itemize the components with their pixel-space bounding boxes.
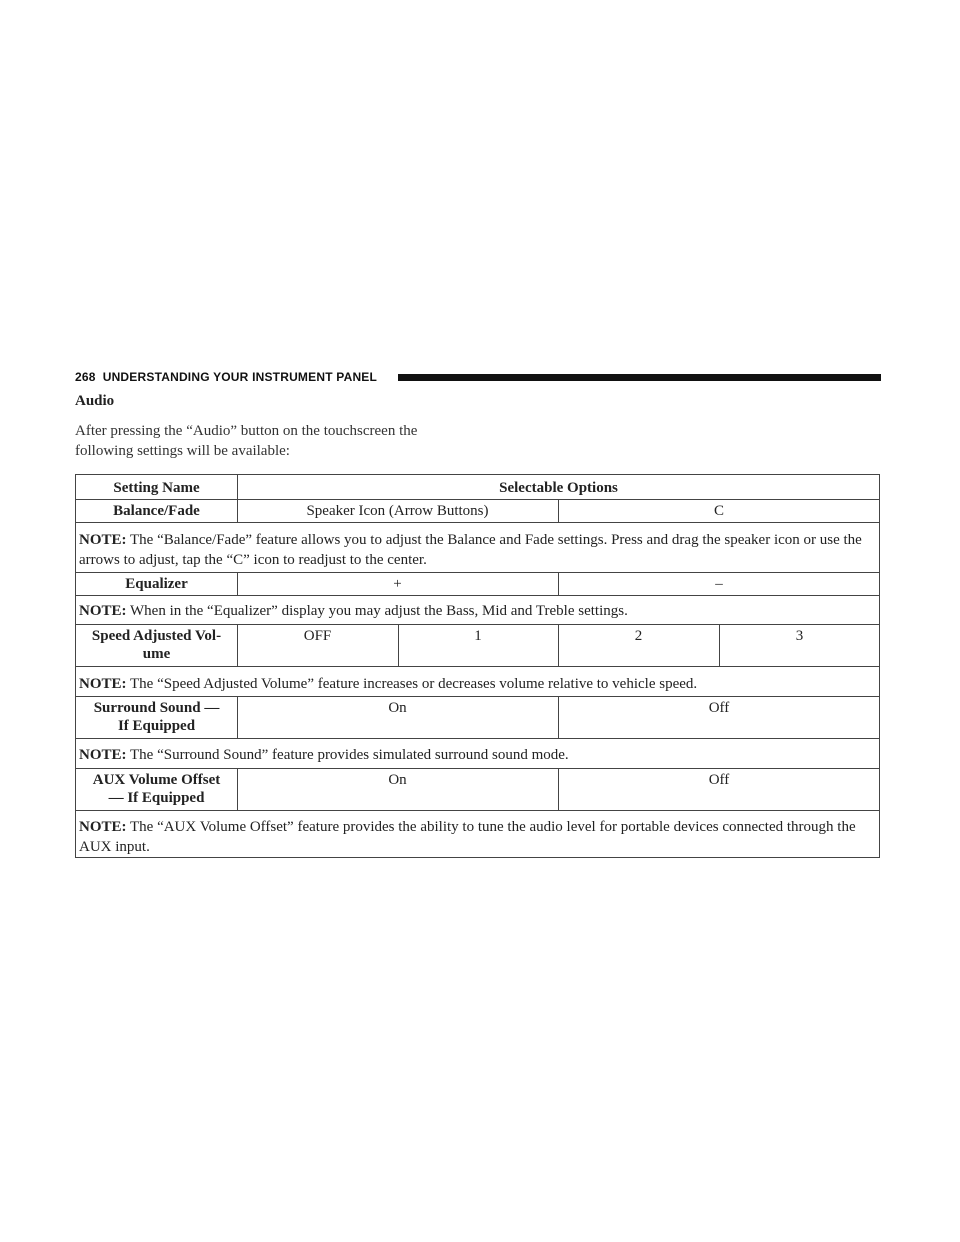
intro-line-1: After pressing the “Audio” button on the touchscreen the <box>75 423 418 439</box>
row-divider <box>76 666 879 667</box>
note-label: NOTE: <box>79 532 127 548</box>
intro-line-2: following settings will be available: <box>75 443 290 459</box>
header-rule <box>398 374 881 381</box>
row-divider <box>76 499 879 500</box>
setting-name-line-1: AUX Volume Offset <box>92 772 221 788</box>
note-text <box>79 745 867 765</box>
note-text <box>79 601 867 621</box>
setting-name-line-2: — If Equipped <box>108 790 205 806</box>
setting-name-line-1: Speed Adjusted Vol- <box>91 628 222 644</box>
note-label: NOTE: <box>79 676 127 692</box>
intro-paragraph <box>75 421 485 461</box>
option-value: On <box>388 700 407 716</box>
running-header <box>75 370 881 386</box>
option-value: Speaker Icon (Arrow Buttons) <box>306 503 489 519</box>
setting-name <box>76 699 237 735</box>
option-value: 3 <box>795 628 804 644</box>
setting-name-line-2: ume <box>142 646 171 662</box>
setting-name-line-1: Surround Sound — <box>93 700 220 716</box>
row-divider <box>76 768 879 769</box>
page-header-text <box>75 370 377 384</box>
note-body: The “Surround Sound” feature provides simulated surround sound mode. <box>130 747 569 763</box>
header-selectable-options: Selectable Options <box>499 480 618 496</box>
note-label: NOTE: <box>79 603 127 619</box>
row-divider <box>76 624 879 625</box>
setting-name: Balance/Fade <box>113 503 200 519</box>
row-divider <box>76 595 879 596</box>
setting-name <box>76 627 237 663</box>
option-value: OFF <box>303 628 332 644</box>
note-label: NOTE: <box>79 819 127 835</box>
row-divider <box>76 696 879 697</box>
note-text <box>79 530 867 570</box>
header-setting-name: Setting Name <box>113 480 200 496</box>
note-body: The “Speed Adjusted Volume” feature increases or decreases volume relative to vehicle speed. <box>130 676 698 692</box>
option-value: Off <box>708 772 730 788</box>
option-value: 2 <box>634 628 643 644</box>
section-title-header: UNDERSTANDING YOUR INSTRUMENT PANEL <box>102 370 378 384</box>
row-divider <box>76 738 879 739</box>
note-label: NOTE: <box>79 747 127 763</box>
option-value: + <box>393 576 402 592</box>
setting-name-line-2: If Equipped <box>117 718 196 734</box>
setting-name <box>76 771 237 807</box>
page-number: 268 <box>75 370 96 384</box>
option-value: 1 <box>474 628 482 644</box>
option-value: Off <box>708 700 730 716</box>
audio-settings-table <box>75 474 880 858</box>
option-value: On <box>388 772 407 788</box>
row-divider <box>76 572 879 573</box>
row-divider <box>76 810 879 811</box>
section-heading: Audio <box>75 393 115 409</box>
note-text <box>79 674 867 694</box>
setting-name: Equalizer <box>125 576 188 592</box>
note-body: When in the “Equalizer” display you may adjust the Bass, Mid and Treble settings. <box>130 603 628 619</box>
row-divider <box>76 522 879 523</box>
note-body: The “Balance/Fade” feature allows you to adjust the Balance and Fade settings. Press and drag the speaker icon or use the arrows to adjust, tap the “C” icon to readjust to the center. <box>79 532 862 568</box>
note-text <box>79 817 867 857</box>
option-value: C <box>713 503 724 519</box>
note-body: The “AUX Volume Offset” feature provides the ability to tune the audio level for portable devices connected through the AUX input. <box>79 819 856 855</box>
option-value: – <box>715 576 723 592</box>
